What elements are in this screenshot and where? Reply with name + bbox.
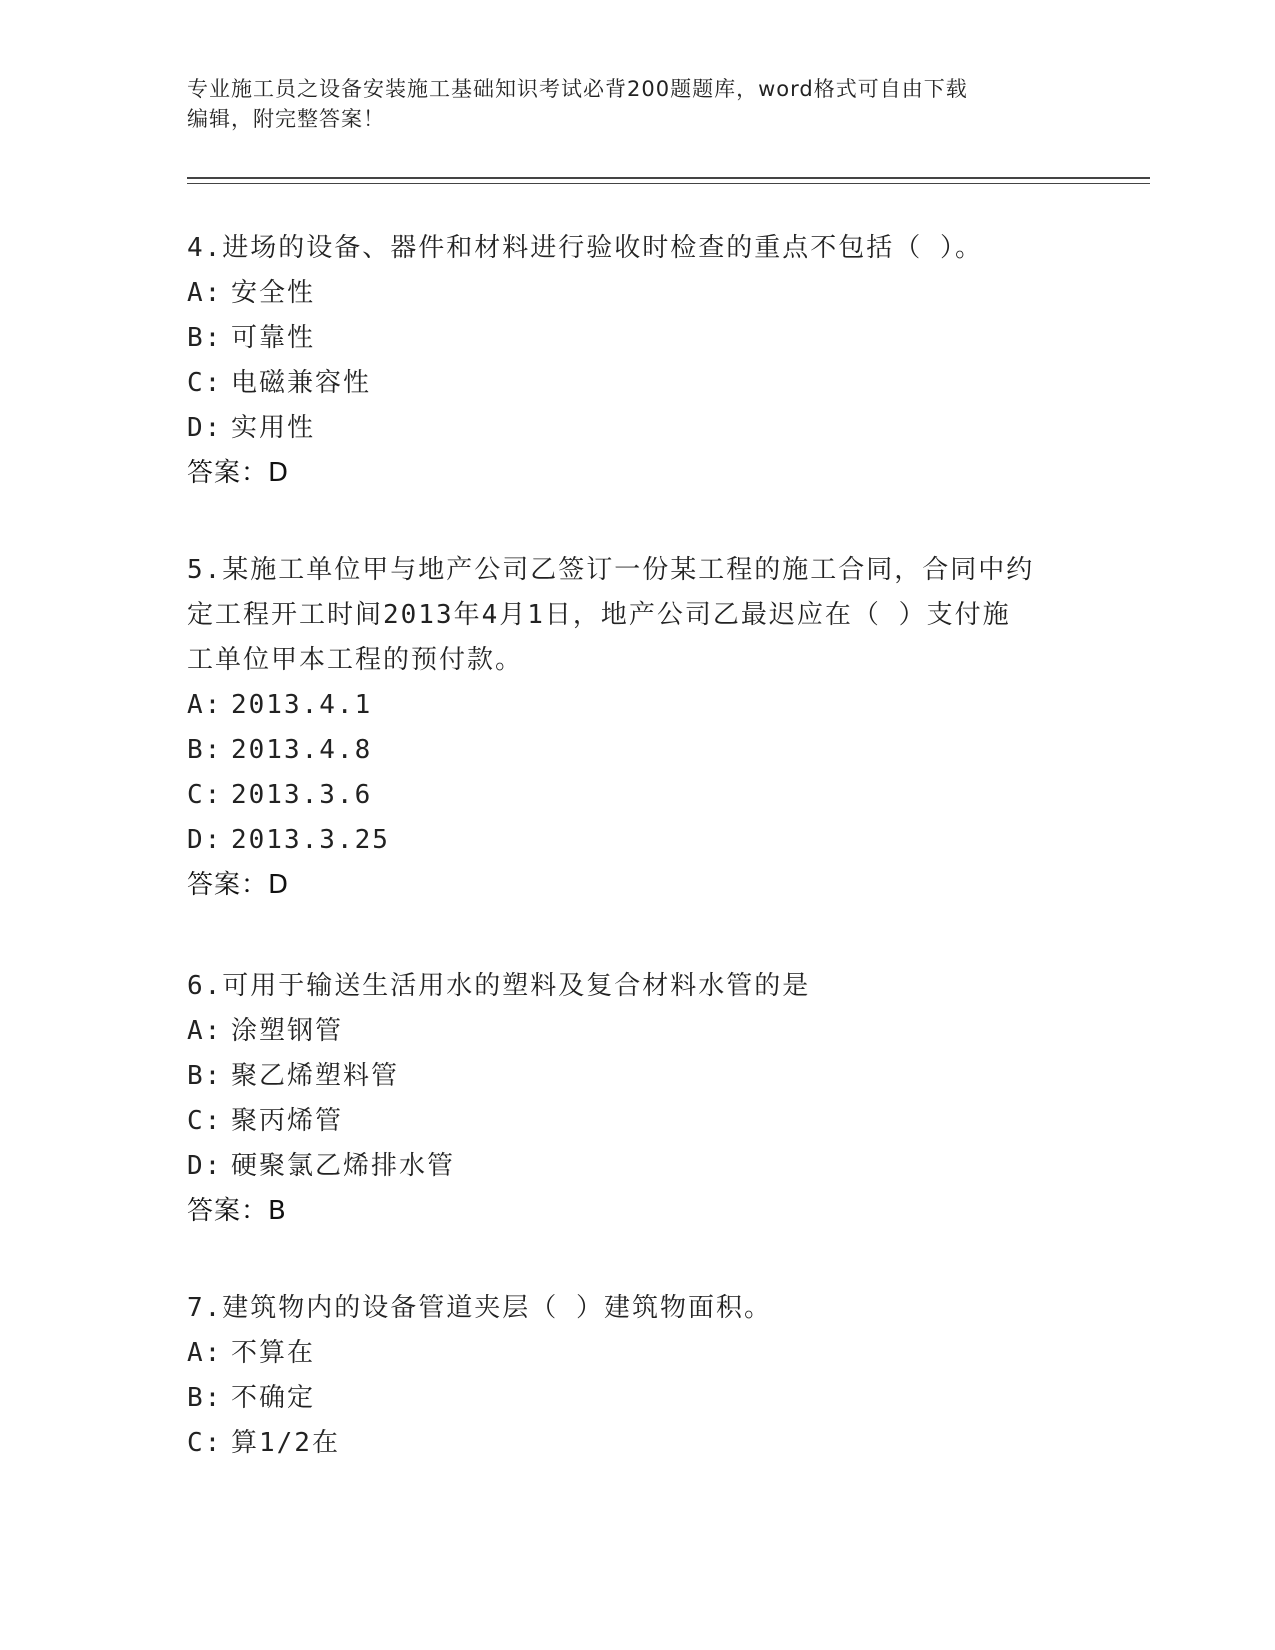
option-key: B: — [187, 323, 223, 353]
option-b — [187, 316, 1067, 361]
option-text: 电磁兼容性 — [231, 368, 372, 398]
option-c — [187, 1099, 1067, 1144]
answer-line: 答案：B — [187, 1196, 287, 1226]
question-stem: 6.可用于输送生活用水的塑料及复合材料水管的是 — [187, 971, 811, 1001]
question-7 — [187, 1286, 1067, 1466]
option-text: 硬聚氯乙烯排水管 — [231, 1151, 456, 1181]
question-stem-line-3: 工单位甲本工程的预付款。 — [187, 645, 524, 675]
option-a — [187, 683, 1067, 728]
option-key: A: — [187, 1016, 223, 1046]
option-a — [187, 1009, 1067, 1054]
option-text: 不算在 — [231, 1338, 316, 1368]
header-title-line-1: 专业施工员之设备安装施工基础知识考试必背200题题库，word格式可自由下载 — [187, 77, 968, 101]
question-5 — [187, 548, 1067, 908]
question-stem-line-1: 5.某施工单位甲与地产公司乙签订一份某工程的施工合同，合同中约 — [187, 555, 1035, 585]
option-text: 实用性 — [231, 413, 316, 443]
option-d — [187, 406, 1067, 451]
option-key: A: — [187, 1338, 223, 1368]
answer-line: 答案：D — [187, 458, 290, 488]
option-text: 涂塑钢管 — [231, 1016, 344, 1046]
option-b — [187, 728, 1067, 773]
question-stem: 4.进场的设备、器件和材料进行验收时检查的重点不包括（ ）。 — [187, 233, 983, 263]
option-key: C: — [187, 1106, 223, 1136]
option-text: 2013.4.1 — [231, 690, 373, 720]
option-text: 聚乙烯塑料管 — [231, 1061, 400, 1091]
question-6 — [187, 964, 1067, 1234]
option-text: 聚丙烯管 — [231, 1106, 344, 1136]
option-key: D: — [187, 825, 223, 855]
header-divider-bottom — [187, 183, 1150, 184]
option-text: 可靠性 — [231, 323, 316, 353]
option-a — [187, 271, 1067, 316]
option-text: 安全性 — [231, 278, 316, 308]
option-key: B: — [187, 735, 223, 765]
option-text: 2013.3.25 — [231, 825, 390, 855]
header-title-line-2: 编辑，附完整答案！ — [187, 107, 385, 131]
option-c — [187, 361, 1067, 406]
option-text: 不确定 — [231, 1383, 316, 1413]
document-header — [187, 74, 1067, 134]
option-d — [187, 1144, 1067, 1189]
option-d — [187, 818, 1067, 863]
question-stem: 7.建筑物内的设备管道夹层（ ）建筑物面积。 — [187, 1293, 772, 1323]
option-c — [187, 1421, 1067, 1466]
option-text: 算1/2在 — [231, 1428, 340, 1458]
option-c — [187, 773, 1067, 818]
header-divider-top — [187, 177, 1150, 179]
question-4 — [187, 226, 1067, 496]
option-key: A: — [187, 278, 223, 308]
option-key: B: — [187, 1383, 223, 1413]
option-key: C: — [187, 368, 223, 398]
option-key: C: — [187, 1428, 223, 1458]
option-a — [187, 1331, 1067, 1376]
option-key: D: — [187, 413, 223, 443]
option-b — [187, 1054, 1067, 1099]
option-text: 2013.4.8 — [231, 735, 373, 765]
option-text: 2013.3.6 — [231, 780, 373, 810]
question-stem-line-2: 定工程开工时间2013年4月1日，地产公司乙最迟应在（ ）支付施 — [187, 600, 1011, 630]
answer-line: 答案：D — [187, 870, 290, 900]
option-b — [187, 1376, 1067, 1421]
option-key: C: — [187, 780, 223, 810]
option-key: D: — [187, 1151, 223, 1181]
option-key: B: — [187, 1061, 223, 1091]
option-key: A: — [187, 690, 223, 720]
